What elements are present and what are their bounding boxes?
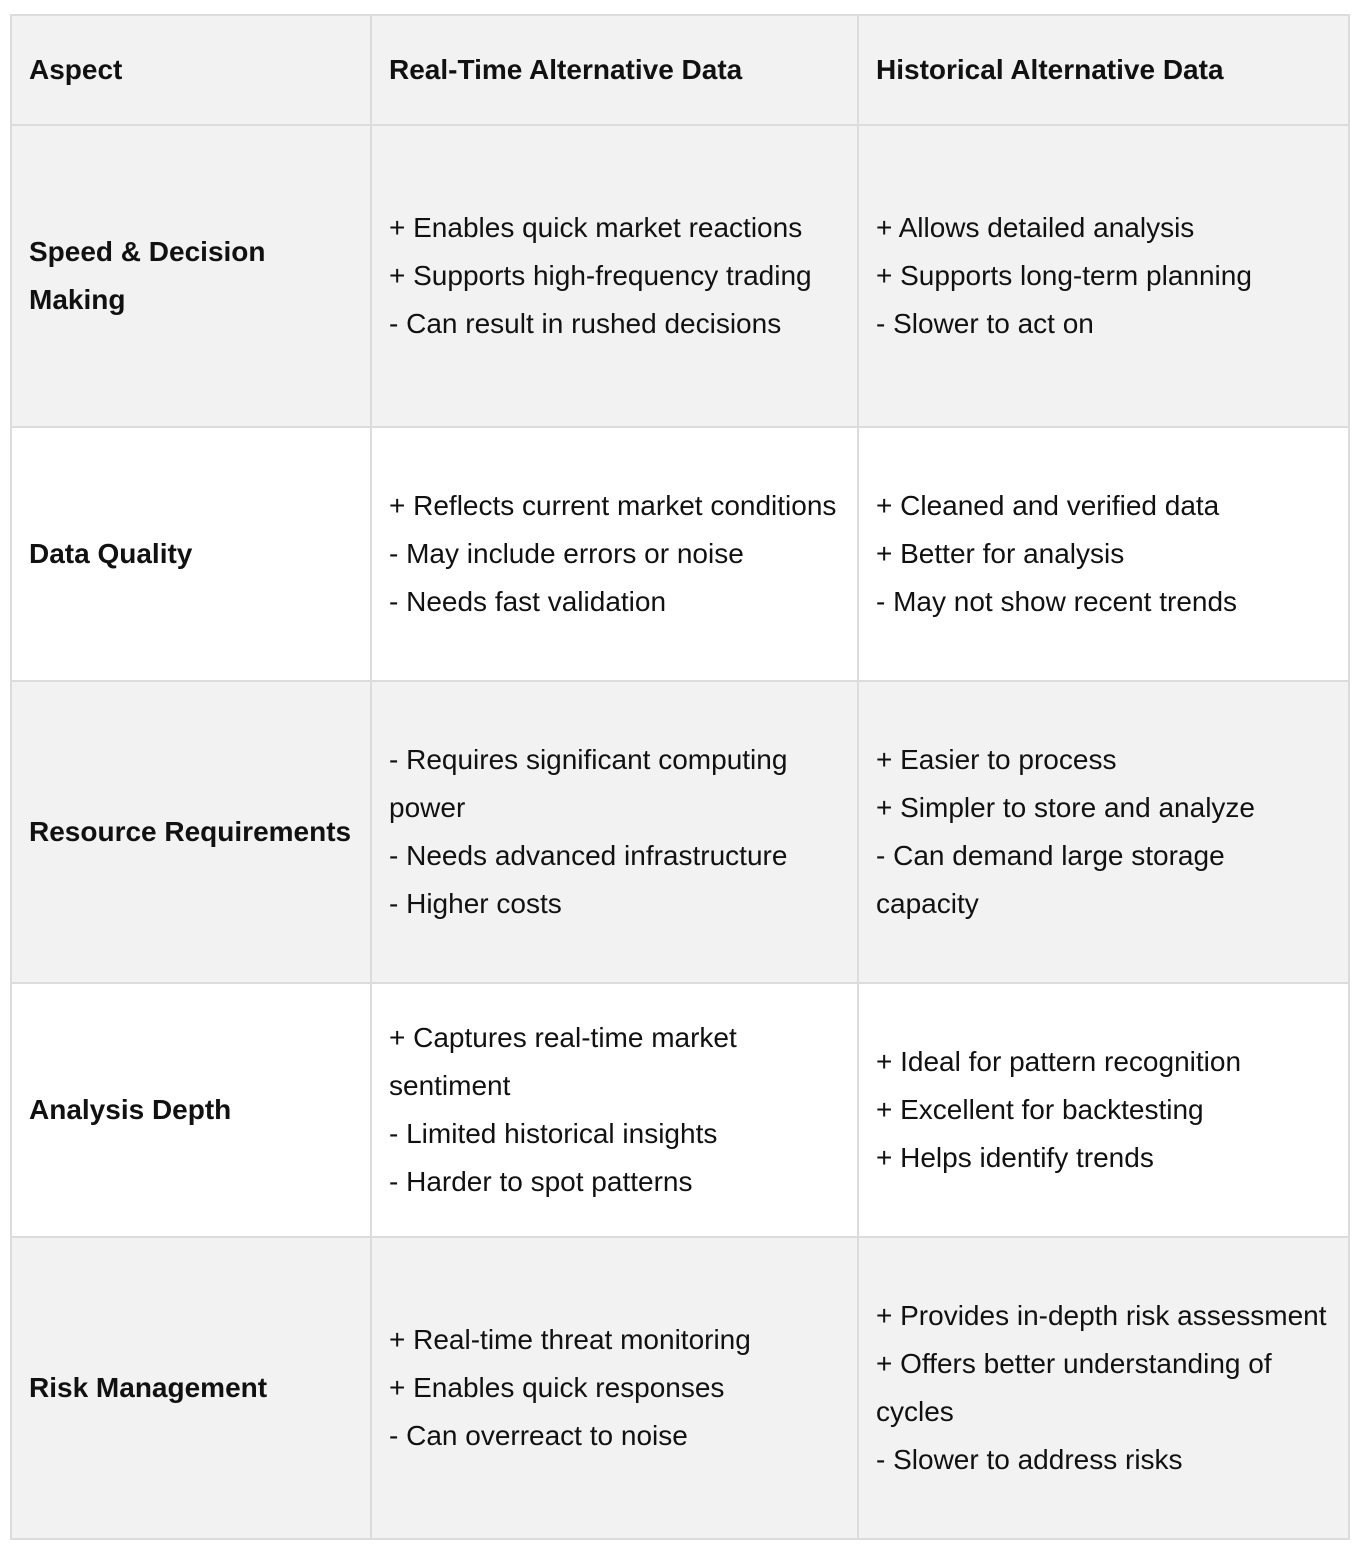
- list-item: - May not show recent trends: [876, 586, 1238, 617]
- historical-cell: [858, 125, 1349, 427]
- list-item: - Needs fast validation: [389, 586, 667, 617]
- list-item: - Can demand large storage capacity: [876, 840, 1225, 919]
- aspect-cell: Analysis Depth: [11, 983, 371, 1237]
- realtime-cell: [371, 681, 858, 983]
- list-item: + Cleaned and verified data: [876, 490, 1220, 521]
- header-historical: Historical Alternative Data: [858, 15, 1349, 125]
- table-row-resource-requirements: [11, 681, 1349, 983]
- list-item: - Higher costs: [389, 888, 562, 919]
- list-item: + Allows detailed analysis: [876, 212, 1195, 243]
- realtime-cell: [371, 427, 858, 681]
- comparison-table-container: [10, 14, 1350, 1540]
- list-item: - Requires significant computing power: [389, 744, 788, 823]
- list-item: + Better for analysis: [876, 538, 1125, 569]
- list-item: - Harder to spot patterns: [389, 1166, 693, 1197]
- list-item: + Enables quick market reactions: [389, 212, 803, 243]
- list-item: + Enables quick responses: [389, 1372, 725, 1403]
- list-item: + Provides in-depth risk assessment: [876, 1300, 1327, 1331]
- aspect-cell: Resource Requirements: [11, 681, 371, 983]
- list-item: - Needs advanced infrastructure: [389, 840, 788, 871]
- list-item: - Slower to act on: [876, 308, 1094, 339]
- list-item: + Easier to process: [876, 744, 1117, 775]
- historical-cell: [858, 427, 1349, 681]
- header-realtime: Real-Time Alternative Data: [371, 15, 858, 125]
- list-item: + Real-time threat monitoring: [389, 1324, 751, 1355]
- list-item: + Reflects current market conditions: [389, 490, 837, 521]
- historical-cell: [858, 1237, 1349, 1539]
- realtime-cell: [371, 1237, 858, 1539]
- list-item: - May include errors or noise: [389, 538, 744, 569]
- table-row-speed-decision: [11, 125, 1349, 427]
- list-item: + Helps identify trends: [876, 1142, 1154, 1173]
- table-header-row: [11, 15, 1349, 125]
- historical-cell: [858, 681, 1349, 983]
- list-item: + Supports long-term planning: [876, 260, 1252, 291]
- realtime-cell: [371, 125, 858, 427]
- comparison-table: [10, 14, 1350, 1540]
- historical-cell: [858, 983, 1349, 1237]
- list-item: - Can result in rushed decisions: [389, 308, 782, 339]
- aspect-cell: Risk Management: [11, 1237, 371, 1539]
- list-item: + Ideal for pattern recognition: [876, 1046, 1242, 1077]
- aspect-cell: Speed & Decision Making: [11, 125, 371, 427]
- list-item: + Simpler to store and analyze: [876, 792, 1255, 823]
- list-item: + Excellent for backtesting: [876, 1094, 1204, 1125]
- header-aspect: Aspect: [11, 15, 371, 125]
- list-item: - Limited historical insights: [389, 1118, 718, 1149]
- table-row-analysis-depth: [11, 983, 1349, 1237]
- list-item: + Captures real-time market sentiment: [389, 1022, 737, 1101]
- list-item: - Slower to address risks: [876, 1444, 1183, 1475]
- list-item: - Can overreact to noise: [389, 1420, 688, 1451]
- table-row-risk-management: [11, 1237, 1349, 1539]
- table-row-data-quality: [11, 427, 1349, 681]
- list-item: + Offers better understanding of cycles: [876, 1348, 1272, 1427]
- list-item: + Supports high-frequency trading: [389, 260, 812, 291]
- aspect-cell: Data Quality: [11, 427, 371, 681]
- realtime-cell: [371, 983, 858, 1237]
